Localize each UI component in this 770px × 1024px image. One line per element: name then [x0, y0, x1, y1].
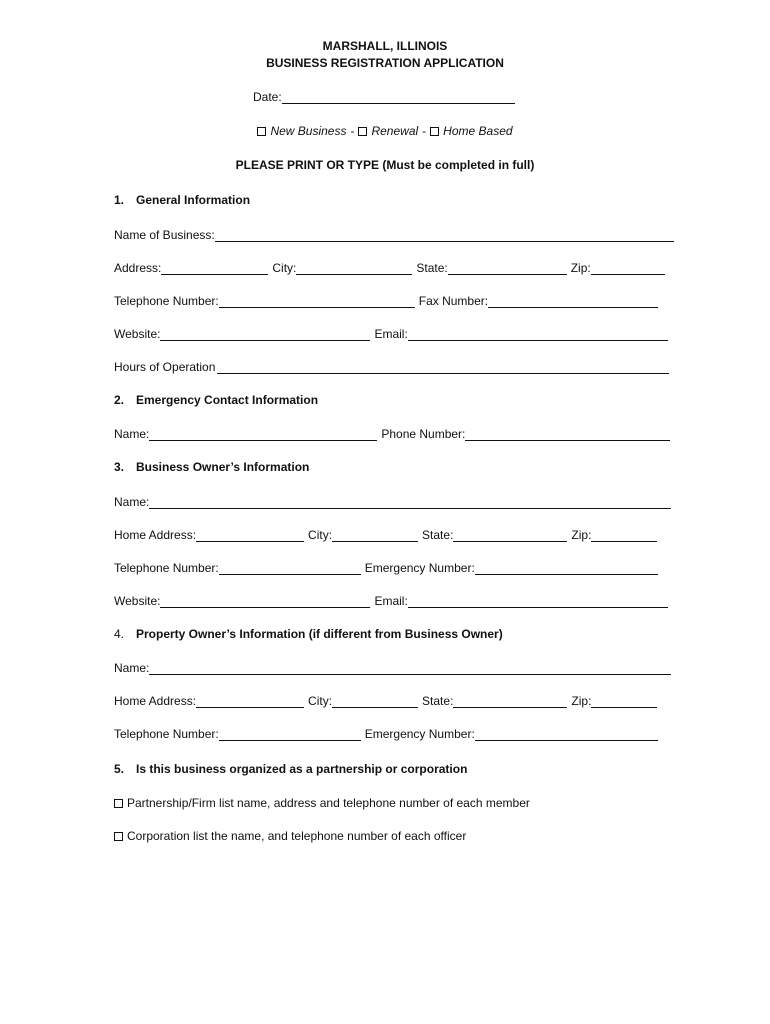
- partnership-option: [114, 796, 530, 810]
- property-owner-name-label: Name:: [114, 661, 150, 675]
- state-field[interactable]: [453, 529, 567, 542]
- renewal-checkbox[interactable]: [358, 127, 367, 136]
- section-title: Business Owner’s Information: [136, 460, 310, 474]
- zip-label: Zip:: [571, 528, 592, 542]
- instructions: PLEASE PRINT OR TYPE (Must be completed in full): [235, 158, 535, 172]
- website-label: Website:: [114, 327, 161, 341]
- emergency-number-label: Emergency Number:: [364, 727, 475, 741]
- owner-name-row: [114, 495, 675, 509]
- phone-field[interactable]: [465, 428, 670, 441]
- section-title: Emergency Contact Information: [136, 393, 319, 407]
- separator: -: [350, 124, 355, 138]
- section-3-heading: [114, 460, 309, 474]
- date-label: Date:: [253, 90, 282, 104]
- home-address-field[interactable]: [196, 529, 304, 542]
- zip-field[interactable]: [591, 262, 665, 275]
- email-label: Email:: [374, 327, 408, 341]
- email-label: Email:: [374, 594, 408, 608]
- email-field[interactable]: [408, 595, 668, 608]
- home-address-label: Home Address:: [114, 694, 197, 708]
- form-title: BUSINESS REGISTRATION APPLICATION: [266, 56, 504, 70]
- hours-label: Hours of Operation: [114, 360, 216, 374]
- business-address-row: [114, 261, 669, 275]
- telephone-field[interactable]: [219, 562, 361, 575]
- partnership-label: Partnership/Firm list name, address and telephone number of each member: [127, 796, 530, 810]
- fax-field[interactable]: [488, 295, 658, 308]
- section-number: 2.: [114, 393, 125, 407]
- corporation-option: [114, 829, 466, 843]
- separator: -: [422, 124, 427, 138]
- owner-address-row: [114, 528, 661, 542]
- business-name-label: Name of Business:: [114, 228, 215, 242]
- owner-phone-row: [114, 561, 662, 575]
- property-owner-name-row: [114, 661, 675, 675]
- date-row: [253, 90, 519, 104]
- home-address-label: Home Address:: [114, 528, 197, 542]
- state-field[interactable]: [453, 695, 567, 708]
- city-field[interactable]: [332, 695, 418, 708]
- telephone-field[interactable]: [219, 295, 415, 308]
- registration-type-row: [0, 124, 770, 138]
- zip-field[interactable]: [591, 529, 657, 542]
- city-field[interactable]: [332, 529, 418, 542]
- emergency-name-label: Name:: [114, 427, 150, 441]
- website-field[interactable]: [160, 328, 370, 341]
- business-phone-row: [114, 294, 662, 308]
- home-based-label: Home Based: [443, 124, 513, 138]
- address-label: Address:: [114, 261, 162, 275]
- section-title: Is this business organized as a partnership or corporation: [136, 762, 468, 776]
- state-field[interactable]: [448, 262, 567, 275]
- property-owner-name-field[interactable]: [149, 662, 671, 675]
- section-4-heading: [114, 627, 503, 641]
- city-label: City:: [272, 261, 297, 275]
- new-business-checkbox[interactable]: [257, 127, 266, 136]
- city-label: City:: [308, 694, 333, 708]
- address-field[interactable]: [161, 262, 268, 275]
- email-field[interactable]: [408, 328, 668, 341]
- state-label: State:: [416, 261, 448, 275]
- telephone-field[interactable]: [219, 728, 361, 741]
- hours-row: [114, 360, 673, 374]
- telephone-label: Telephone Number:: [114, 727, 219, 741]
- corporation-checkbox[interactable]: [114, 832, 123, 841]
- form-title-city: MARSHALL, ILLINOIS: [322, 39, 448, 53]
- new-business-label: New Business: [270, 124, 347, 138]
- state-label: State:: [422, 528, 454, 542]
- emergency-contact-row: [114, 427, 674, 441]
- property-owner-phone-row: [114, 727, 662, 741]
- city-label: City:: [308, 528, 333, 542]
- section-number: 1.: [114, 193, 125, 207]
- zip-label: Zip:: [571, 694, 592, 708]
- emergency-number-field[interactable]: [475, 728, 658, 741]
- zip-field[interactable]: [591, 695, 657, 708]
- home-based-checkbox[interactable]: [430, 127, 439, 136]
- business-name-field[interactable]: [215, 229, 674, 242]
- telephone-label: Telephone Number:: [114, 294, 219, 308]
- hours-field[interactable]: [217, 361, 669, 374]
- home-address-field[interactable]: [196, 695, 304, 708]
- section-2-heading: [114, 393, 318, 407]
- section-number: 4.: [114, 627, 125, 641]
- partnership-checkbox[interactable]: [114, 799, 123, 808]
- section-1-heading: [114, 193, 250, 207]
- emergency-name-field[interactable]: [149, 428, 377, 441]
- date-field[interactable]: [282, 91, 515, 104]
- section-title: Property Owner’s Information (if different from Business Owner): [136, 627, 503, 641]
- section-number: 3.: [114, 460, 125, 474]
- city-field[interactable]: [296, 262, 412, 275]
- emergency-number-label: Emergency Number:: [364, 561, 475, 575]
- owner-web-row: [114, 594, 672, 608]
- state-label: State:: [422, 694, 454, 708]
- fax-label: Fax Number:: [418, 294, 489, 308]
- business-web-row: [114, 327, 672, 341]
- renewal-label: Renewal: [371, 124, 419, 138]
- section-number: 5.: [114, 762, 125, 776]
- owner-name-label: Name:: [114, 495, 150, 509]
- website-label: Website:: [114, 594, 161, 608]
- section-5-heading: [114, 762, 467, 776]
- phone-label: Phone Number:: [381, 427, 466, 441]
- website-field[interactable]: [160, 595, 370, 608]
- property-owner-address-row: [114, 694, 661, 708]
- business-name-row: [114, 228, 678, 242]
- telephone-label: Telephone Number:: [114, 561, 219, 575]
- section-title: General Information: [136, 193, 251, 207]
- emergency-number-field[interactable]: [475, 562, 658, 575]
- corporation-label: Corporation list the name, and telephone number of each officer: [127, 829, 467, 843]
- zip-label: Zip:: [570, 261, 591, 275]
- owner-name-field[interactable]: [149, 496, 671, 509]
